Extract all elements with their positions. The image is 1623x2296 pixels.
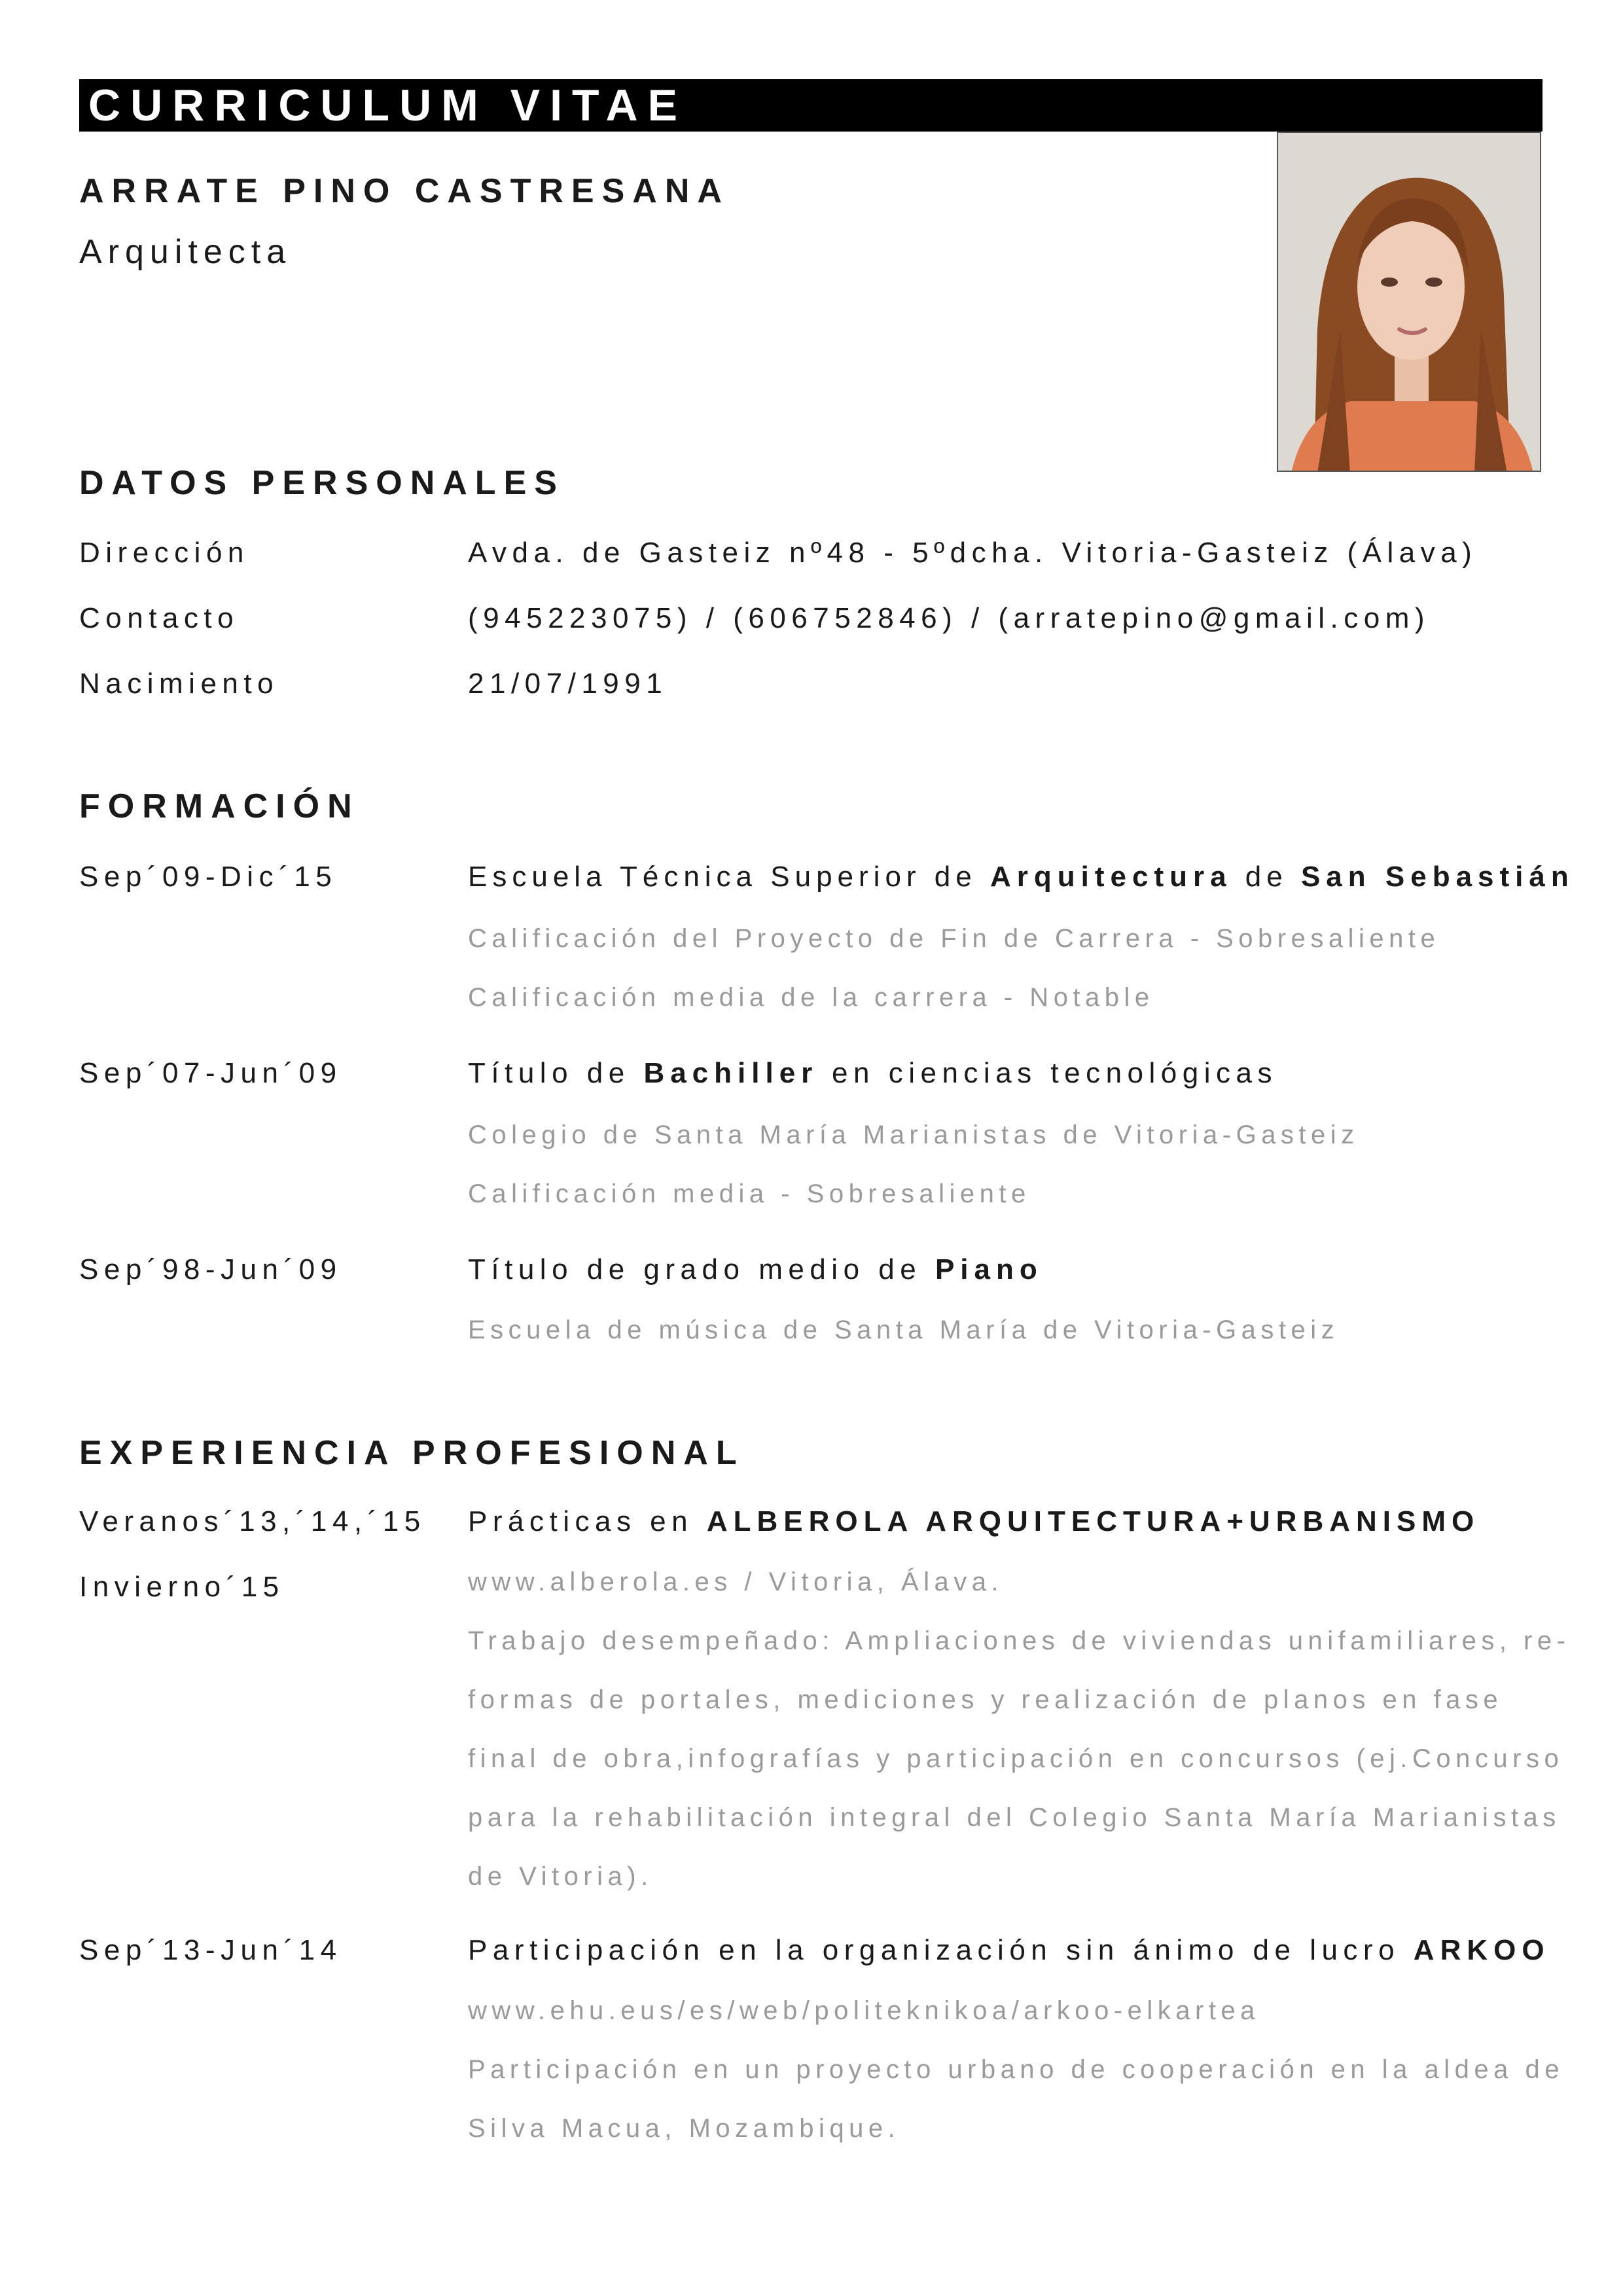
formacion-detail: Calificación del Proyecto de Fin de Carrera - Sobresaliente bbox=[468, 924, 1440, 953]
formacion-detail: Calificación media - Sobresaliente bbox=[468, 1179, 1031, 1208]
experiencia-date: Sep´13-Jun´14 bbox=[79, 1934, 342, 1966]
experiencia-date-secondary: Invierno´15 bbox=[79, 1571, 285, 1603]
person-role: Arquitecta bbox=[79, 233, 292, 271]
formacion-title: Título de Bachiller en ciencias tecnológicas bbox=[468, 1057, 1277, 1089]
experiencia-title: Prácticas en ALBEROLA ARQUITECTURA+URBANISMO bbox=[468, 1505, 1480, 1537]
formacion-date: Sep´09-Dic´15 bbox=[79, 861, 338, 893]
label-contacto: Contacto bbox=[79, 602, 240, 634]
formacion-detail: Escuela de música de Santa María de Vitoria-Gasteiz bbox=[468, 1316, 1340, 1344]
experiencia-date: Veranos´13,´14,´15 bbox=[79, 1505, 426, 1537]
formacion-detail: Colegio de Santa María Marianistas de Vitoria-Gasteiz bbox=[468, 1121, 1359, 1149]
value-direccion: Avda. de Gasteiz nº48 - 5ºdcha. Vitoria-Gasteiz (Álava) bbox=[468, 537, 1478, 569]
cv-title: CURRICULUM VITAE bbox=[88, 81, 687, 130]
formacion-date: Sep´07-Jun´09 bbox=[79, 1057, 342, 1089]
cv-title-bar bbox=[79, 79, 1543, 132]
experiencia-detail: formas de portales, mediciones y realización de planos en fase bbox=[468, 1685, 1503, 1714]
experiencia-detail: Trabajo desempeñado: Ampliaciones de viviendas unifamiliares, re- bbox=[468, 1626, 1571, 1655]
experiencia-detail: Silva Macua, Mozambique. bbox=[468, 2114, 901, 2143]
label-nacimiento: Nacimiento bbox=[79, 668, 279, 700]
experiencia-detail: para la rehabilitación integral del Colegio Santa María Marianistas bbox=[468, 1803, 1561, 1832]
section-heading-formacion: FORMACIÓN bbox=[79, 787, 360, 825]
experiencia-detail: final de obra,infografías y participación en concursos (ej.Concurso bbox=[468, 1744, 1564, 1773]
experiencia-title: Participación en la organización sin ánimo de lucro ARKOO bbox=[468, 1934, 1550, 1966]
experiencia-detail: www.ehu.eus/es/web/politeknikoa/arkoo-elkartea bbox=[468, 1996, 1260, 2025]
experiencia-detail: de Vitoria). bbox=[468, 1862, 653, 1891]
person-name: ARRATE PINO CASTRESANA bbox=[79, 172, 730, 210]
profile-photo bbox=[1277, 132, 1541, 472]
formacion-detail: Calificación media de la carrera - Notable bbox=[468, 983, 1154, 1012]
value-nacimiento: 21/07/1991 bbox=[468, 668, 668, 700]
formacion-title: Escuela Técnica Superior de Arquitectura de San Sebastián bbox=[468, 861, 1575, 893]
label-direccion: Dirección bbox=[79, 537, 249, 569]
experiencia-detail: Participación en un proyecto urbano de cooperación en la aldea de bbox=[468, 2055, 1564, 2084]
formacion-date: Sep´98-Jun´09 bbox=[79, 1253, 342, 1285]
section-heading-experiencia: EXPERIENCIA PROFESIONAL bbox=[79, 1434, 745, 1472]
value-contacto: (945223075) / (606752846) / (arratepino@gmail.com) bbox=[468, 602, 1431, 634]
portrait-illustration bbox=[1278, 133, 1541, 472]
experiencia-detail: www.alberola.es / Vitoria, Álava. bbox=[468, 1568, 1004, 1596]
formacion-title: Título de grado medio de Piano bbox=[468, 1253, 1043, 1285]
section-heading-datos: DATOS PERSONALES bbox=[79, 464, 565, 502]
